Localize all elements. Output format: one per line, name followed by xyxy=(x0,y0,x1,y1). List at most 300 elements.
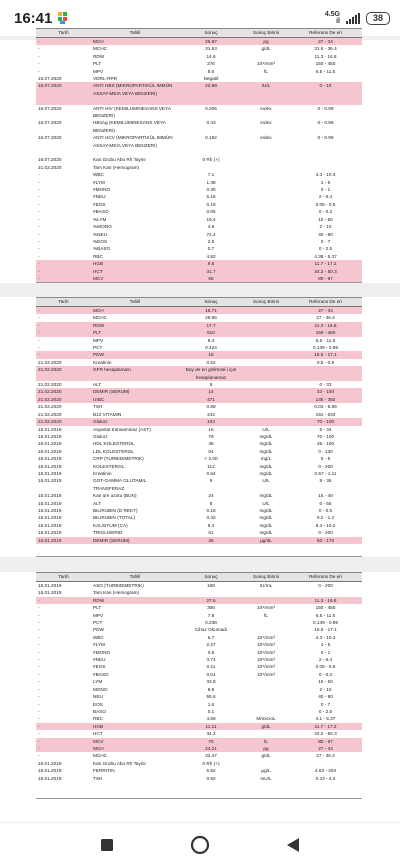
table-row-abnormal xyxy=(36,388,362,395)
reference-cell: 40 - 80 xyxy=(318,694,333,700)
table-row xyxy=(36,238,362,245)
result-cell: 0.6 xyxy=(207,649,215,655)
reference-cell: 27 - 34 xyxy=(289,745,362,752)
reference-cell: 2 - 6.4 xyxy=(318,657,333,663)
reference-cell: 0 - 2.5 xyxy=(318,246,333,252)
reference-cell: 4.38 - 5.37 xyxy=(314,253,337,259)
test-name-cell: TRIGLISERID xyxy=(93,530,123,536)
reference-cell: 0 - 130 xyxy=(318,448,333,454)
column-header: Tarih xyxy=(36,298,91,307)
reference-cell: 4.1 - 5.37 xyxy=(315,716,336,722)
result-cell: 8.6 xyxy=(207,68,215,74)
reference-cell: 4.3 - 10.3 xyxy=(315,172,336,178)
date-cell: - xyxy=(38,337,40,343)
column-header: Sonuç xyxy=(179,29,243,38)
unit-cell: 10⁹/mm³ xyxy=(257,61,275,67)
reference-cell: 11.3 - 16.8 xyxy=(314,53,337,59)
date-cell: - xyxy=(36,723,91,730)
date-cell: 16.07.2020 xyxy=(38,120,62,126)
result-cell: 103 xyxy=(179,418,243,425)
table-row xyxy=(36,619,362,626)
date-cell: 15.01.2019 xyxy=(38,478,62,484)
unit-cell: 10⁹/mm³ xyxy=(257,605,275,611)
date-cell: - xyxy=(38,627,40,633)
reference-cell: 0 - 2.5 xyxy=(318,708,333,714)
unit-cell xyxy=(243,156,289,163)
date-cell: 15.01.2019 xyxy=(38,456,62,462)
results-table xyxy=(36,29,362,282)
table-row xyxy=(36,663,362,670)
reference-cell: 27 - 36.4 xyxy=(316,753,335,759)
result-cell xyxy=(179,164,243,171)
result-cell: 0.43 xyxy=(206,120,216,126)
unit-cell xyxy=(243,75,289,82)
unit-cell: index xyxy=(260,120,272,126)
result-cell: 168 xyxy=(207,583,215,588)
test-name-cell: HCT xyxy=(93,731,103,737)
test-name-cell: MONO xyxy=(93,686,108,692)
reference-cell: 0 - 10 xyxy=(289,82,362,104)
date-cell: 15.01.2019 xyxy=(38,493,62,499)
unit-cell xyxy=(243,359,289,366)
table-row xyxy=(36,775,362,782)
column-header: Tahlil xyxy=(91,298,179,307)
reference-cell: 150 - 450 xyxy=(315,61,336,67)
date-cell: - xyxy=(38,664,40,670)
date-cell: - xyxy=(38,642,40,648)
reference-cell: 6.5 - 11.6 xyxy=(315,68,336,74)
date-cell: 15.01.2019 xyxy=(38,500,62,506)
date-cell: 15.01.2019 xyxy=(38,441,62,447)
test-name-cell: #MONO xyxy=(93,187,111,193)
column-header: Sonuç Birimi xyxy=(243,573,289,582)
table-row xyxy=(36,626,362,633)
test-name-cell: ALT xyxy=(93,500,102,506)
result-cell: 1.38 xyxy=(206,179,216,185)
test-name-cell: #EOS xyxy=(93,201,106,207)
date-cell: 21.02.2020 xyxy=(36,388,91,395)
table-row-abnormal xyxy=(36,307,362,315)
result-cell: 26 xyxy=(179,537,243,544)
page-gap xyxy=(0,557,400,572)
reference-cell: 9 - 36 xyxy=(319,478,332,484)
result-cell: Boy de eri girilmedi i için hesaplanamaz xyxy=(179,366,243,381)
table-row xyxy=(36,105,362,120)
result-cell: 0 Rh (+) xyxy=(202,157,220,163)
table-row xyxy=(36,245,362,252)
unit-cell: fL xyxy=(243,738,289,745)
results-page-3 xyxy=(36,572,362,782)
date-cell: - xyxy=(38,716,40,722)
table-row xyxy=(36,359,362,366)
date-cell: - xyxy=(36,329,91,336)
unit-cell: mg/dL xyxy=(259,433,273,439)
unit-cell xyxy=(243,760,289,767)
navigation-bar xyxy=(0,822,400,866)
date-cell: - xyxy=(38,686,40,692)
reference-cell: 0 - 0.99 xyxy=(317,135,334,141)
test-name-cell: BILIRUBIN (TOTAL) xyxy=(93,515,136,521)
reference-cell: 0 - 200 xyxy=(318,530,333,536)
result-cell: 7.1 xyxy=(207,172,215,178)
result-cell: 29.96 xyxy=(205,315,217,321)
table-row xyxy=(36,760,362,767)
test-name-cell: PDW xyxy=(93,627,104,633)
table-row xyxy=(36,767,362,774)
table-row xyxy=(36,426,362,433)
table-row xyxy=(36,45,362,52)
result-cell: 471 xyxy=(179,396,243,403)
column-header: Referans De eri xyxy=(289,298,362,307)
reference-cell: 15.5 - 17.1 xyxy=(314,627,337,633)
result-cell: 0.92 xyxy=(206,775,216,781)
test-name-cell: #BASO xyxy=(93,209,109,215)
date-cell: - xyxy=(36,738,91,745)
date-cell: - xyxy=(38,634,40,640)
result-cell: < 2.00 xyxy=(204,456,218,462)
table-row xyxy=(36,337,362,344)
result-cell: 0.52 xyxy=(206,359,216,365)
result-cell: 0.238 xyxy=(205,620,217,626)
result-cell: 19.4 xyxy=(206,216,216,222)
unit-cell: fL xyxy=(264,612,268,618)
table-row xyxy=(36,678,362,685)
results-table xyxy=(36,298,362,544)
table-row xyxy=(36,455,362,462)
test-name-cell: %LYM xyxy=(93,216,107,222)
reference-cell xyxy=(289,164,362,171)
date-cell: 16.07.2020 xyxy=(38,105,62,111)
unit-cell: µg/dL xyxy=(243,537,289,544)
test-name-cell: GGT-GAMMA GLUTAMIL TRANSFERAZ xyxy=(93,478,147,491)
table-row xyxy=(36,164,362,171)
reference-cell: 0 - 5 xyxy=(320,456,331,462)
unit-cell: pg xyxy=(243,745,289,752)
table-row xyxy=(36,75,362,82)
test-name-cell: B12 VITAMIN xyxy=(93,411,122,417)
date-cell: - xyxy=(38,187,40,193)
unit-cell xyxy=(243,730,289,737)
date-cell: - xyxy=(36,38,91,46)
date-cell: 21.02.2020 xyxy=(38,411,62,417)
stop-square-icon xyxy=(100,838,114,852)
unit-cell xyxy=(243,396,289,403)
test-name-cell: ANTI HBS (MIKROPARTIKÜL IMMÜN ASSAY-MEIA VEYA BENZERI) xyxy=(91,82,179,104)
test-name-cell: BILIRUBIN (D REKT) xyxy=(93,507,138,513)
unit-cell xyxy=(243,351,289,358)
reference-cell: 0.139 - 0.99 xyxy=(312,345,339,351)
table-header xyxy=(36,573,362,582)
result-cell: 72.4 xyxy=(206,231,216,237)
result-cell: 0.05 xyxy=(206,209,216,215)
result-cell: 31.53 xyxy=(205,46,217,52)
unit-cell: fL xyxy=(264,68,268,74)
unit-cell: 10⁹/mm³ xyxy=(257,671,275,677)
page-divider xyxy=(36,798,362,799)
test-name-cell: Glukoz xyxy=(93,433,108,439)
date-cell: 15.01.2019 xyxy=(38,448,62,454)
date-cell: - xyxy=(38,315,40,321)
reference-cell: 6.5 - 11.6 xyxy=(315,337,336,343)
table-row xyxy=(36,752,362,759)
table-row xyxy=(36,186,362,193)
date-cell: - xyxy=(38,53,40,59)
unit-cell xyxy=(243,208,289,215)
home-button[interactable] xyxy=(180,830,220,860)
table-row xyxy=(36,119,362,134)
table-row xyxy=(36,730,362,737)
table-row xyxy=(36,344,362,351)
reference-cell: 45 - 100 xyxy=(316,441,335,447)
unit-cell: pg xyxy=(243,38,289,46)
result-cell: 18.71 xyxy=(179,307,243,315)
unit-cell: mg/dL xyxy=(259,515,273,521)
date-cell: 15.01.2019 xyxy=(36,537,91,544)
date-cell: - xyxy=(38,708,40,714)
result-cell: 0.42 xyxy=(206,515,216,521)
unit-cell xyxy=(243,216,289,223)
table-row xyxy=(36,477,362,492)
table-row xyxy=(36,463,362,470)
table-row-abnormal xyxy=(36,418,362,425)
table-row xyxy=(36,514,362,521)
unit-cell: mg/dL xyxy=(259,463,273,469)
result-cell: 0.192 xyxy=(205,135,217,141)
table-row-abnormal xyxy=(36,260,362,267)
unit-cell: M/microL xyxy=(256,716,276,722)
test-name-cell: DEMIR (SERUM) xyxy=(91,388,179,395)
reference-cell: 0 - 33 xyxy=(319,382,332,388)
date-cell: 21.02.2020 xyxy=(38,164,62,170)
table-row xyxy=(36,582,362,590)
result-cell: 0 Rh (+) xyxy=(202,760,220,766)
recents-button[interactable] xyxy=(87,830,127,860)
date-cell: 15.01.2019 xyxy=(38,590,62,596)
result-cell: 112 xyxy=(207,463,215,469)
unit-cell: mg/dL xyxy=(259,448,273,454)
result-cell: 9 xyxy=(209,382,213,388)
unit-cell xyxy=(243,164,289,171)
result-cell: 4.82 xyxy=(206,253,216,259)
date-cell: 15.01.2019 xyxy=(38,470,62,476)
column-header: Tarih xyxy=(36,573,91,582)
table-row xyxy=(36,411,362,418)
back-triangle-icon xyxy=(285,837,301,853)
table-row xyxy=(36,470,362,477)
reference-cell: 15.5 - 17.1 xyxy=(289,351,362,358)
result-cell xyxy=(179,589,243,596)
test-name-cell: HCT xyxy=(91,268,179,275)
unit-cell xyxy=(243,322,289,329)
back-button[interactable] xyxy=(273,830,313,860)
result-cell: 66 xyxy=(179,275,243,282)
date-cell: 15.01.2019 xyxy=(38,463,62,469)
test-name-cell: ANTI HIV (KEMILUMINESANS VEYA BENZERI) xyxy=(93,105,171,119)
table-row xyxy=(36,171,362,178)
reference-cell: 150 - 450 xyxy=(315,605,336,611)
unit-cell: index xyxy=(260,105,272,111)
test-name-cell: RBC xyxy=(93,716,103,722)
date-cell: - xyxy=(36,351,91,358)
result-cell: 8.9 xyxy=(207,686,215,692)
result-cell: 9 xyxy=(209,478,213,484)
table-row xyxy=(36,381,362,388)
reference-cell: 11.7 - 17.2 xyxy=(289,260,362,267)
result-cell: 9.4 xyxy=(207,522,215,528)
result-cell: 14.6 xyxy=(206,53,216,59)
unit-cell xyxy=(243,701,289,708)
table-row xyxy=(36,507,362,514)
date-cell: - xyxy=(38,246,40,252)
results-page-2 xyxy=(36,297,362,544)
reference-cell: 0.2 - 1.2 xyxy=(316,515,335,521)
notification-app-icon xyxy=(58,12,68,24)
table-row xyxy=(36,60,362,67)
result-cell: 34.2 xyxy=(206,731,216,737)
test-name-cell: FERRITIN xyxy=(93,768,115,774)
date-cell: - xyxy=(38,605,40,611)
date-cell: - xyxy=(36,307,91,315)
table-row xyxy=(36,589,362,596)
reference-cell: 1 - 5 xyxy=(320,642,331,648)
result-cell: 11.11 xyxy=(179,723,243,730)
unit-cell: U/L xyxy=(262,478,270,484)
results-table xyxy=(36,573,362,782)
reference-cell: 8.4 - 10.2 xyxy=(315,522,336,528)
unit-cell xyxy=(243,388,289,395)
unit-cell xyxy=(243,201,289,208)
test-name-cell: MCV xyxy=(91,738,179,745)
table-row xyxy=(36,671,362,678)
result-cell: 244 xyxy=(207,411,215,417)
date-cell: 21.02.2020 xyxy=(36,366,91,381)
reference-cell: 40 - 80 xyxy=(318,231,333,237)
table-row xyxy=(36,641,362,648)
unit-cell xyxy=(243,403,289,410)
unit-cell xyxy=(243,223,289,230)
column-header: Tahlil xyxy=(91,573,179,582)
date-cell: - xyxy=(38,46,40,52)
table-row xyxy=(36,701,362,708)
result-cell: 306 xyxy=(207,605,215,611)
test-name-cell: PCT xyxy=(93,620,103,626)
date-cell: - xyxy=(38,345,40,351)
date-cell: - xyxy=(38,224,40,230)
table-row-abnormal xyxy=(36,82,362,104)
test-name-cell: RDW xyxy=(91,597,179,604)
result-cell: 0.7 xyxy=(207,246,215,252)
date-cell: - xyxy=(36,322,91,329)
result-cell: 6.7 xyxy=(207,634,215,640)
test-name-cell: NEU xyxy=(93,694,103,700)
table-row xyxy=(36,433,362,440)
table-row xyxy=(36,634,362,641)
test-name-cell: #MONO xyxy=(93,649,111,655)
result-cell: 78 xyxy=(208,433,214,439)
reference-cell: 135 - 392 xyxy=(289,396,362,403)
result-cell: 0.18 xyxy=(206,507,216,513)
test-name-cell: #NEU xyxy=(93,194,106,200)
test-name-cell: KOLESTEROL xyxy=(93,463,125,469)
test-name-cell: MCHC xyxy=(93,753,108,759)
result-cell: 5.15 xyxy=(206,194,216,200)
date-cell: - xyxy=(38,179,40,185)
test-name-cell: HGB xyxy=(91,723,179,730)
table-row xyxy=(36,522,362,529)
reference-cell: 191 - 633 xyxy=(315,411,336,417)
date-cell: - xyxy=(38,68,40,74)
reference-cell: 0 - 7 xyxy=(320,238,331,244)
test-name-cell: %MONO xyxy=(93,224,112,230)
test-name-cell: #LYM xyxy=(93,642,105,648)
network-sub: il xyxy=(336,18,340,25)
test-name-cell: WBC xyxy=(93,172,104,178)
reference-cell: 27 - 36.4 xyxy=(316,315,335,321)
table-row xyxy=(36,448,362,455)
table-row-abnormal xyxy=(36,38,362,46)
test-name-cell: Glukoz xyxy=(91,418,179,425)
result-cell: 26.87 xyxy=(179,38,243,46)
reference-cell: 0.03 - 8.89 xyxy=(314,404,337,410)
result-cell: Cihaz Okumadı xyxy=(194,627,228,633)
test-name-cell: MCH xyxy=(91,38,179,46)
unit-cell: mg/dL xyxy=(259,493,273,499)
unit-cell xyxy=(243,53,289,60)
test-name-cell: HBsAg (KEMILUMINESANS VEYA BENZERI) xyxy=(93,120,166,133)
result-cell: 4.9 xyxy=(207,224,215,230)
date-cell: 21.02.2020 xyxy=(36,396,91,403)
table-row xyxy=(36,231,362,238)
reference-cell: 0 - 200 xyxy=(318,463,333,469)
date-cell: - xyxy=(38,649,40,655)
reference-cell: 11.3 - 16.8 xyxy=(289,322,362,329)
unit-cell xyxy=(243,179,289,186)
reference-cell: 4.63 - 204 xyxy=(314,768,337,774)
column-header: Sonuç xyxy=(179,573,243,582)
test-name-cell: HGB xyxy=(91,260,179,267)
unit-cell xyxy=(243,260,289,267)
unit-cell xyxy=(243,245,289,252)
test-name-cell: MCH xyxy=(91,745,179,752)
date-cell: - xyxy=(38,753,40,759)
reference-cell: 27 - 34 xyxy=(289,307,362,315)
table-row xyxy=(36,708,362,715)
table-row xyxy=(36,193,362,200)
result-cell: 3.74 xyxy=(206,657,216,663)
table-row xyxy=(36,612,362,619)
test-name-cell: TSH xyxy=(93,775,103,781)
unit-cell xyxy=(243,268,289,275)
reference-cell: 80 - 97 xyxy=(289,738,362,745)
date-cell: 15.01.2019 xyxy=(38,583,62,588)
result-cell: 0.01 xyxy=(206,671,216,677)
test-name-cell: Aspartat transaminaz (AST) xyxy=(93,426,151,432)
reference-cell: 0 - 0.5 xyxy=(318,507,333,513)
table-row xyxy=(36,179,362,186)
reference-cell: 6.5 - 11.6 xyxy=(315,612,336,618)
reference-cell: 150 - 450 xyxy=(289,329,362,336)
table-row xyxy=(36,223,362,230)
reference-cell: 0.139 - 0.99 xyxy=(312,620,339,626)
result-cell: 15 xyxy=(179,351,243,358)
date-cell: - xyxy=(38,209,40,215)
unit-cell xyxy=(243,366,289,381)
table-row xyxy=(36,649,362,656)
table-row-abnormal xyxy=(36,322,362,329)
unit-cell: g/dL xyxy=(243,723,289,730)
reference-cell: 5 - 34 xyxy=(319,426,332,432)
reference-cell: 0 - 0.99 xyxy=(317,120,334,126)
